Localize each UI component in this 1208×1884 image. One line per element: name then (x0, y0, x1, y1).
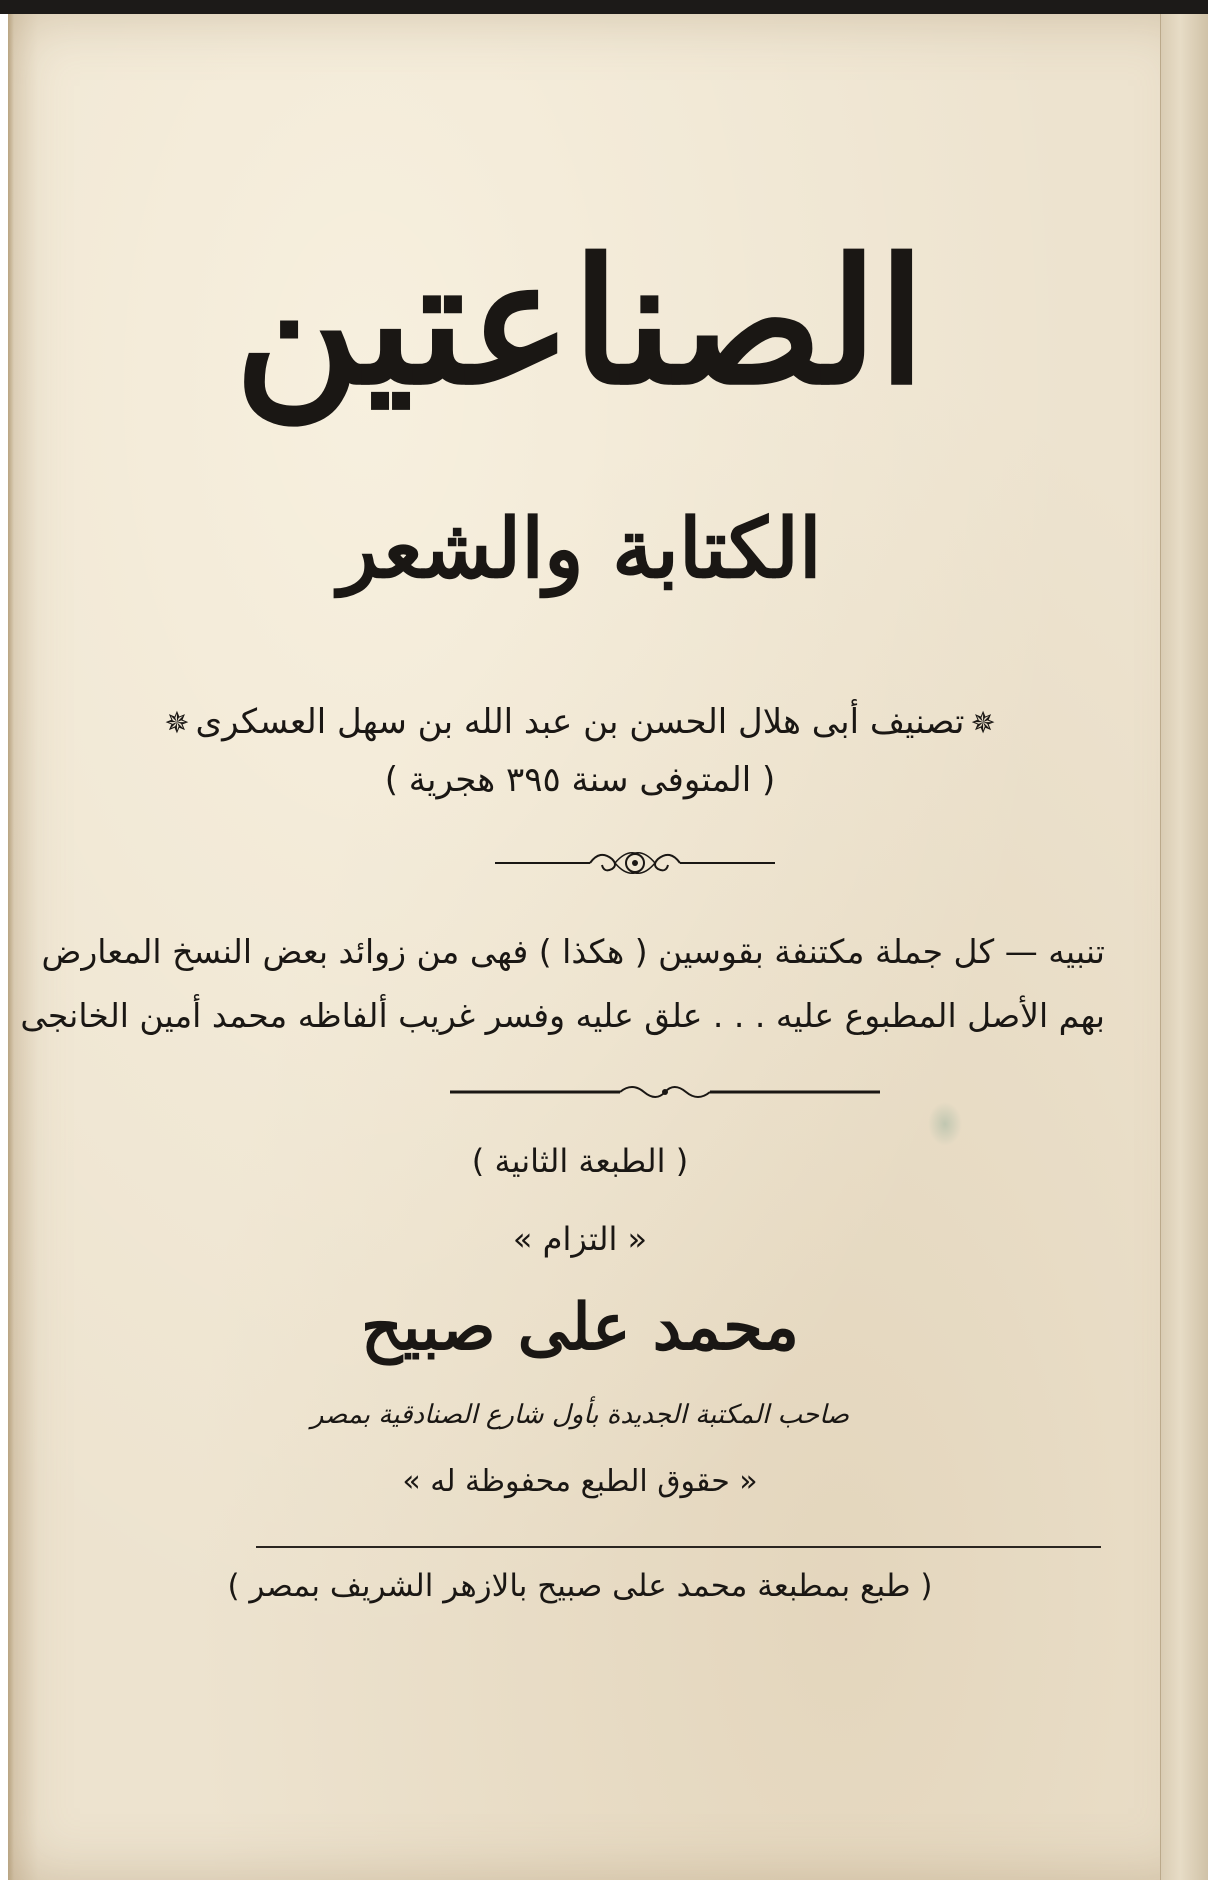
edition-label: ( الطبعة الثانية ) (471, 1142, 689, 1180)
bottom-rule (256, 1546, 1101, 1548)
death-date-line: ( المتوفى سنة ٣٩٥ هجرية ) (384, 760, 776, 800)
publisher-description: صاحب المكتبة الجديدة بأول شارع الصنادقية بمصر (310, 1400, 850, 1430)
note-line-1: تنبيه — كل جملة مكتنفة بقوسين ( هكذا ) فهى من زوائد بعض النسخ المعارض (41, 932, 1105, 971)
next-page-edge (1160, 14, 1208, 1880)
star-ornament-icon: ✵ (164, 706, 190, 741)
paper-stain (928, 1102, 962, 1146)
book-title: الصناعتين (234, 220, 926, 423)
note-line-2: بهم الأصل المطبوع عليه . . . علق عليه وفسر غريب ألفاظه محمد أمين الخانجى (20, 996, 1105, 1035)
author-text: تصنيف أبى هلال الحسن بن عبد الله بن سهل العسكرى (195, 702, 965, 742)
book-subtitle: الكتابة والشعر (338, 501, 822, 597)
editorial-note (20, 920, 1105, 1048)
publisher-name: محمد على صبيح (361, 1290, 799, 1365)
star-ornament-icon: ✵ (970, 706, 996, 741)
author-line (0, 700, 1160, 744)
floral-ornament-icon (495, 846, 775, 880)
commitment-label: « التزام » (512, 1220, 648, 1258)
printer-imprint: ( طبع بمطبعة محمد على صبيح بالازهر الشريف بمصر ) (227, 1568, 933, 1604)
floral-ornament-icon (450, 1082, 880, 1102)
rights-notice: « حقوق الطبع محفوظة له » (402, 1464, 758, 1499)
scan-top-edge (0, 0, 1208, 14)
